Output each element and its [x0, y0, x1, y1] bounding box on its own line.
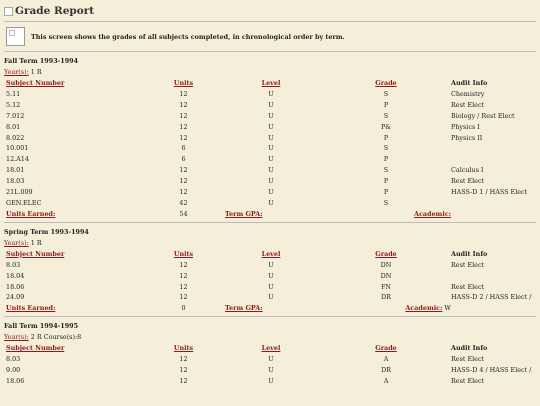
table-header-row — [4, 78, 538, 89]
grade: P — [383, 133, 389, 142]
subject-number: 18.06 — [6, 282, 25, 291]
table-row — [4, 143, 538, 154]
units: 12 — [179, 355, 188, 364]
table-row — [4, 292, 538, 303]
audit-info — [451, 271, 538, 282]
level: U — [268, 355, 274, 364]
subject-number: 8.03 — [6, 355, 21, 364]
units: 6 — [181, 155, 186, 164]
audit-info: HASS-D 1 / HASS Elect — [451, 188, 528, 197]
grade: A — [383, 355, 389, 364]
grades-table — [4, 249, 538, 314]
level: U — [268, 188, 274, 197]
table-header-row — [4, 249, 538, 260]
audit-info: HASS-D 4 / HASS Elect / — [451, 366, 532, 375]
intro-banner — [4, 22, 536, 51]
academic-cell — [321, 303, 451, 314]
audit-info: Rest Elect — [451, 100, 485, 109]
grade: P — [383, 155, 389, 164]
subject-number: 8.01 — [6, 122, 21, 131]
divider — [4, 316, 536, 317]
units: 6 — [181, 144, 186, 153]
units: 12 — [179, 122, 188, 131]
broken-image-icon — [4, 7, 13, 16]
year-link[interactable]: Year(s): — [4, 68, 29, 76]
grades-table — [4, 78, 538, 220]
units-earned-label[interactable]: Units Earned: — [6, 304, 56, 313]
grade: S — [383, 111, 389, 120]
units-header[interactable]: Units — [173, 249, 194, 258]
subject-number: 24.09 — [6, 293, 25, 302]
units: 12 — [179, 111, 188, 120]
table-row — [4, 354, 538, 365]
table-row — [4, 154, 538, 165]
level: U — [268, 177, 274, 186]
grade-report-page — [0, 1, 540, 406]
academic-label[interactable]: Academic: — [405, 304, 443, 313]
level: U — [268, 111, 274, 120]
table-row — [4, 365, 538, 376]
subject-number: GEN.ELEC — [6, 198, 42, 207]
subject-number-header[interactable]: Subject Number — [6, 249, 65, 258]
academic-value: W — [442, 304, 451, 313]
level: U — [268, 198, 274, 207]
units: 12 — [179, 133, 188, 142]
audit-info — [451, 143, 538, 154]
table-row — [4, 187, 538, 198]
units: 12 — [179, 366, 188, 375]
term-year — [4, 67, 536, 78]
level: U — [268, 133, 274, 142]
table-row — [4, 260, 538, 271]
year-value: 1 R — [28, 238, 42, 247]
grade: P — [383, 188, 389, 197]
grade: S — [383, 144, 389, 153]
academic-cell — [321, 209, 451, 220]
divider — [4, 222, 536, 223]
audit-info — [451, 198, 538, 209]
table-row — [4, 133, 538, 144]
year-value: 2 R Course(s):8 — [28, 333, 82, 342]
term-year — [4, 238, 536, 249]
table-row — [4, 89, 538, 100]
grade-header[interactable]: Grade — [375, 344, 397, 353]
units: 12 — [179, 188, 188, 197]
divider — [4, 51, 536, 52]
empty-cell — [451, 303, 538, 314]
units: 12 — [179, 89, 188, 98]
grade: S — [383, 166, 389, 175]
units: 12 — [179, 166, 188, 175]
units-header[interactable]: Units — [173, 79, 194, 87]
level: U — [268, 376, 274, 385]
term-heading: Spring Term 1993-1994 — [4, 227, 89, 236]
grade: DR — [381, 366, 391, 375]
grade: P — [383, 100, 389, 109]
level: U — [268, 122, 274, 131]
year-link[interactable]: Year(s): — [4, 238, 29, 247]
subject-number: 18.06 — [6, 376, 25, 385]
table-row — [4, 176, 538, 187]
units-earned-label[interactable]: Units Earned: — [6, 209, 56, 218]
table-row — [4, 198, 538, 209]
level: U — [268, 144, 274, 153]
subject-number-header[interactable]: Subject Number — [6, 344, 65, 353]
grade: S — [383, 89, 389, 98]
units: 12 — [179, 376, 188, 385]
level-header[interactable]: Level — [261, 344, 281, 353]
grade: A — [383, 376, 389, 385]
units: 12 — [179, 282, 188, 291]
grade: DR — [381, 293, 391, 302]
audit-info: Physics II — [451, 133, 483, 142]
level: U — [268, 366, 274, 375]
subject-number: 5.12 — [6, 100, 21, 109]
terms-container — [4, 56, 536, 387]
term-heading: Fall Term 1993-1994 — [4, 57, 79, 65]
grade: P& — [381, 122, 391, 131]
audit-info: Biology / Rest Elect — [451, 111, 515, 120]
table-row — [4, 165, 538, 176]
subject-number: 7.012 — [6, 111, 25, 120]
units: 12 — [179, 100, 188, 109]
subject-number: 12.A14 — [6, 155, 29, 164]
units: 12 — [179, 293, 188, 302]
subject-number: 5.11 — [6, 89, 21, 98]
academic-label[interactable]: Academic: — [414, 209, 451, 218]
level: U — [268, 155, 274, 164]
table-header-row — [4, 343, 538, 354]
subject-number: 10.001 — [6, 144, 29, 153]
term-summary-row — [4, 303, 538, 314]
table-row — [4, 271, 538, 282]
audit-info: Chemistry — [451, 89, 485, 98]
grades-table — [4, 343, 538, 387]
level: U — [268, 282, 274, 291]
audit-info-header: Audit Info — [451, 344, 488, 353]
audit-info: Rest Elect — [451, 376, 485, 385]
subject-number: 9.00 — [6, 366, 21, 375]
level-header[interactable]: Level — [261, 249, 281, 258]
audit-info: Calculus I — [451, 166, 484, 175]
audit-info: Rest Elect — [451, 260, 485, 269]
grade: FN — [380, 282, 392, 291]
audit-info: HASS-D 2 / HASS Elect / — [451, 293, 532, 302]
term-gpa-label[interactable]: Term GPA: — [225, 304, 263, 313]
year-value: 1 R — [28, 68, 42, 76]
table-row — [4, 376, 538, 387]
term-gpa-label[interactable]: Term GPA: — [225, 209, 263, 218]
intro-text: This screen shows the grades of all subjects completed, in chronological order by term. — [31, 32, 345, 41]
year-link[interactable]: Year(s): — [4, 333, 29, 342]
page-title: Grade Report — [4, 1, 536, 21]
table-row — [4, 282, 538, 293]
subject-number-header[interactable]: Subject Number — [6, 79, 65, 87]
subject-number: 18.04 — [6, 271, 25, 280]
grade-header[interactable]: Grade — [375, 79, 397, 87]
subject-number: 8.03 — [6, 260, 21, 269]
audit-info — [451, 154, 538, 165]
audit-info-header: Audit Info — [451, 79, 488, 87]
table-row — [4, 111, 538, 122]
units: 12 — [179, 271, 188, 280]
level: U — [268, 271, 274, 280]
info-image-icon — [6, 27, 25, 46]
audit-info: Rest Elect — [451, 282, 485, 291]
table-row — [4, 122, 538, 133]
term-year — [4, 332, 536, 343]
level: U — [268, 89, 274, 98]
grade: S — [383, 198, 389, 207]
level: U — [268, 100, 274, 109]
subject-number: 18.01 — [6, 166, 25, 175]
units: 12 — [179, 260, 188, 269]
grade: DN — [380, 260, 392, 269]
audit-info: Rest Elect — [451, 177, 485, 186]
level: U — [268, 293, 274, 302]
term-gpa-cell — [221, 209, 321, 220]
units-earned-value: 54 — [179, 209, 188, 218]
level: U — [268, 260, 274, 269]
audit-info: Physics I — [451, 122, 480, 131]
units-earned-value: 0 — [181, 304, 186, 313]
audit-info-header: Audit Info — [451, 249, 488, 258]
audit-info: Rest Elect — [451, 355, 485, 364]
level-header[interactable]: Level — [261, 79, 281, 87]
subject-number: 18.03 — [6, 177, 25, 186]
grade-header[interactable]: Grade — [375, 249, 397, 258]
level: U — [268, 166, 274, 175]
term-gpa-cell — [221, 303, 321, 314]
term-summary-row — [4, 209, 538, 220]
units: 12 — [179, 177, 188, 186]
empty-cell — [451, 209, 538, 220]
term-heading: Fall Term 1994-1995 — [4, 322, 79, 331]
grade: P — [383, 177, 389, 186]
grade: DN — [380, 271, 392, 280]
units-header[interactable]: Units — [173, 344, 194, 353]
subject-number: 21L.009 — [6, 188, 33, 197]
table-row — [4, 100, 538, 111]
units: 42 — [179, 198, 188, 207]
subject-number: 8.022 — [6, 133, 25, 142]
